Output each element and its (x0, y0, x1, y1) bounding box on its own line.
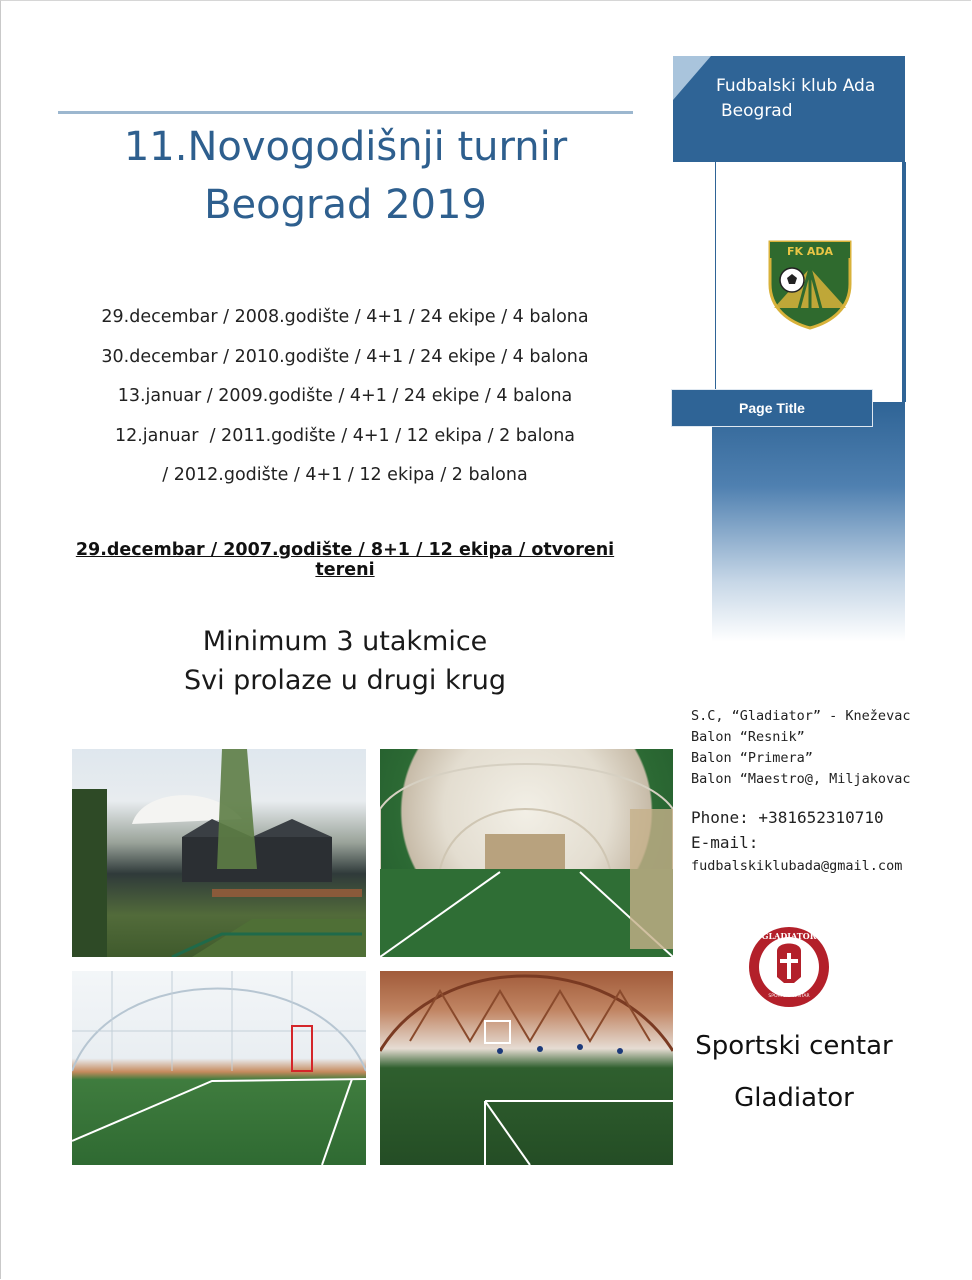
minimum-line-1: Minimum 3 utakmice (202, 626, 488, 657)
schedule-line: 12.januar / 2011.godište / 4+1 / 12 ekipa / 2 balona (114, 425, 576, 446)
page-title-box: Page Title (671, 389, 873, 427)
photo-indoor-dome (380, 749, 673, 957)
title-rule (58, 111, 633, 114)
address-line: Balon “Primera” (691, 750, 813, 766)
minimum-line-2: Svi prolaze u drugi krug (183, 665, 507, 696)
venue-name (680, 1020, 908, 1124)
title-line-2: Beograd 2019 (204, 182, 487, 228)
schedule-line: 30.decembar / 2010.godište / 4+1 / 24 ekipe / 4 balona (101, 346, 589, 367)
email-label: E-mail: (691, 833, 759, 852)
phone-number: Phone: +381652310710 (691, 808, 884, 827)
schedule-list (50, 300, 640, 498)
gladiator-logo-text: GLADIATOR (761, 931, 817, 941)
address-line: S.C, “Gladiator” - Kneževac (691, 708, 911, 724)
photo-match-dome (380, 971, 673, 1165)
schedule-line: 13.januar / 2009.godište / 4+1 / 24 ekipe / 4 balona (117, 386, 573, 406)
address-list (691, 706, 961, 790)
photo-outdoor-terrace (72, 749, 366, 957)
gladiator-logo (747, 925, 831, 1009)
fk-ada-logo (766, 238, 854, 330)
club-name (716, 74, 901, 124)
sidebar-corner-accent (673, 56, 711, 100)
venue-name-line-1: Sportski centar (695, 1031, 893, 1061)
fk-ada-logo-text: FK ADA (786, 245, 834, 258)
venue-name-line-2: Gladiator (734, 1083, 854, 1113)
club-name-line-1: Fudbalski klub Ada (716, 76, 876, 96)
gladiator-logo-subtext: SPORTSKI CENTAR (768, 994, 810, 999)
sidebar-gradient (712, 402, 905, 642)
club-name-line-2: Beograd (721, 101, 793, 121)
photo-transparent-dome (72, 971, 366, 1165)
minimum-note (50, 622, 640, 700)
address-line: Balon “Resnik” (691, 729, 805, 745)
email-address: fudbalskiklubada@gmail.com (691, 858, 903, 874)
address-line: Balon “Maestro@, Miljakovac (691, 771, 911, 787)
contact-block (691, 706, 961, 877)
schedule-line: 29.decembar / 2008.godište / 4+1 / 24 ekipe / 4 balona (101, 307, 589, 327)
schedule-line: / 2012.godište / 4+1 / 12 ekipa / 2 balona (162, 465, 528, 485)
title-line-1: 11.Novogodišnji turnir (123, 124, 568, 170)
page-title (58, 118, 633, 234)
highlight-line: 29.decembar / 2007.godište / 8+1 / 12 ekipa / otvoreni tereni (75, 540, 615, 580)
